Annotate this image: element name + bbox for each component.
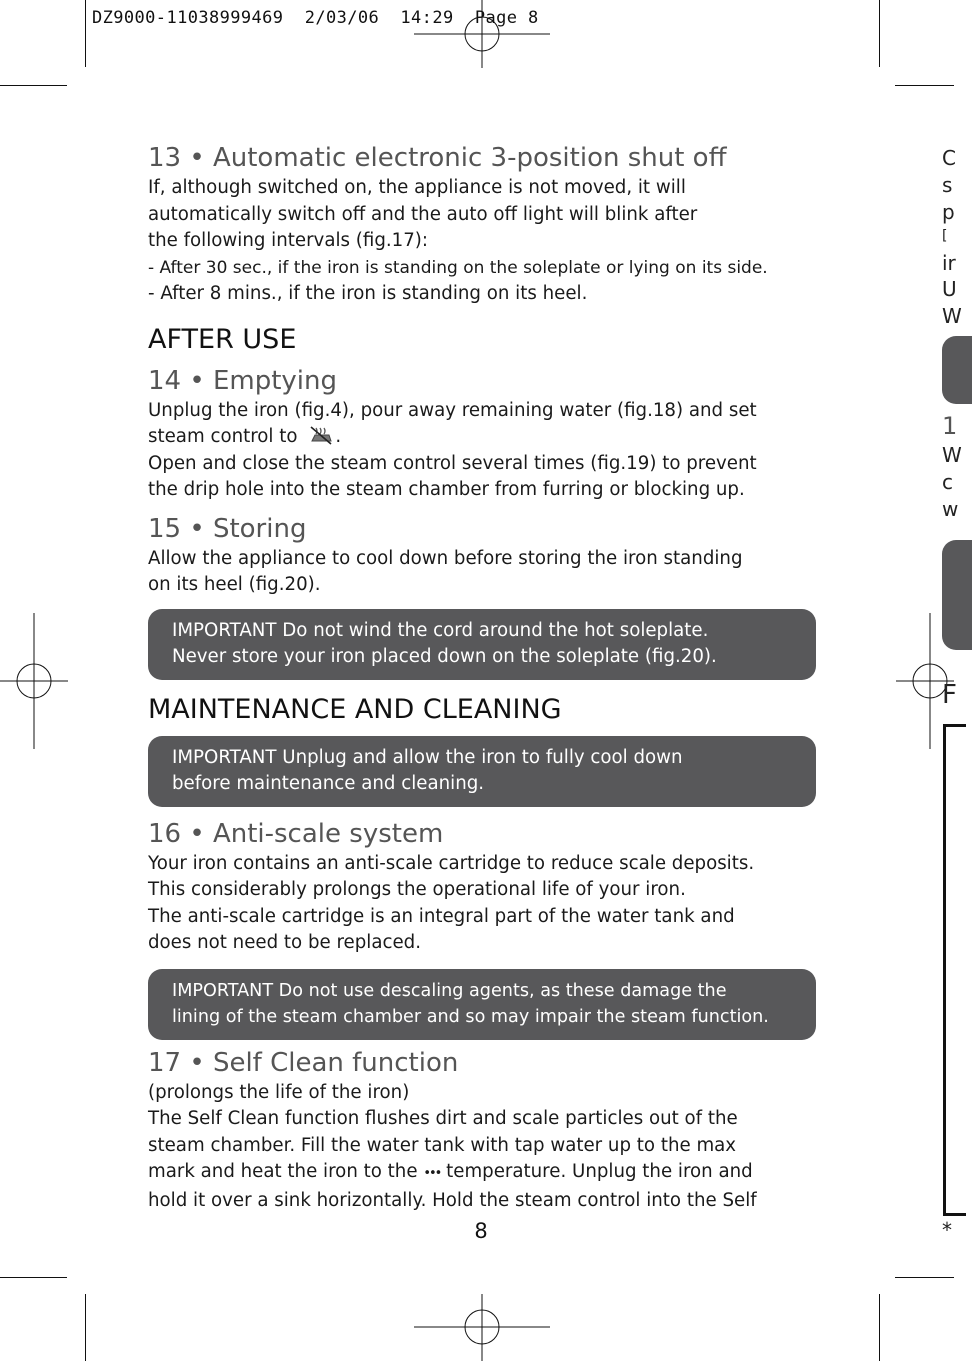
section-17-line: hold it over a sink horizontally. Hold the steam control into the Self	[148, 1189, 757, 1211]
important-line: before maintenance and cleaning.	[172, 773, 485, 794]
section-17-line: steam chamber. Fill the water tank with tap water up to the max	[148, 1134, 737, 1156]
important-note-storing	[148, 609, 816, 680]
section-16-line: The anti-scale cartridge is an integral part of the water tank and	[148, 905, 735, 927]
section-13-title: 13 • Automatic electronic 3-position shut off	[148, 143, 727, 173]
fragment-heading: F	[942, 680, 957, 710]
registration-mark-bottom	[414, 1294, 550, 1361]
after-use-heading: AFTER USE	[148, 323, 297, 355]
section-16-line: Your iron contains an anti-scale cartridge to reduce scale deposits.	[148, 852, 755, 874]
fragment-section-number: 1	[942, 412, 958, 440]
fragment-letter: p	[942, 200, 955, 224]
section-14-line: Unplug the iron (fig.4), pour away remaining water (fig.18) and set	[148, 399, 757, 421]
fragment-asterisk: *	[942, 1218, 952, 1242]
section-14-line: Open and close the steam control several times (fig.19) to prevent	[148, 452, 757, 474]
section-17-line: The Self Clean function flushes dirt and scale particles out of the	[148, 1108, 738, 1129]
section-17-title: 17 • Self Clean function	[148, 1047, 459, 1078]
page-number: 8	[474, 1219, 488, 1243]
registration-mark-left	[0, 613, 68, 749]
section-14-text: .	[335, 426, 342, 447]
maintenance-heading: MAINTENANCE AND CLEANING	[148, 693, 562, 725]
important-line: lining of the steam chamber and so may impair the steam function.	[172, 1007, 769, 1027]
section-16-line: does not need to be replaced.	[148, 932, 421, 953]
section-14-line	[148, 424, 816, 451]
section-17-text: temperature. Unplug the iron and	[446, 1161, 753, 1182]
shutoff-interval-heel: - After 8 mins., if the iron is standing on its heel.	[148, 283, 588, 304]
fragment-letter: U	[942, 277, 957, 301]
section-14-title: 14 • Emptying	[148, 365, 337, 396]
important-line: Never store your iron placed down on the soleplate (fig.20).	[172, 646, 717, 667]
section-16-line: This considerably prolongs the operational life of your iron.	[148, 879, 686, 900]
fragment-letter: C	[942, 146, 956, 170]
no-steam-icon	[307, 425, 335, 445]
manual-page-content	[148, 141, 816, 1214]
section-14-line: the drip hole into the steam chamber from furring or blocking up.	[148, 479, 745, 500]
section-16-title: 16 • Anti-scale system	[148, 818, 444, 849]
section-15-title: 15 • Storing	[148, 513, 307, 544]
fragment-important-box	[942, 336, 972, 404]
section-13-line: If, although switched on, the appliance is not moved, it will	[148, 177, 686, 198]
important-line: IMPORTANT Unplug and allow the iron to fully cool down	[172, 746, 683, 768]
fragment-letter: s	[942, 173, 953, 197]
section-13-line: the following intervals (fig.17):	[148, 230, 429, 251]
fragment-important-box	[942, 540, 972, 650]
fragment-letter: c	[942, 470, 953, 494]
shutoff-interval-soleplate: - After 30 sec., if the iron is standing on the soleplate or lying on its side.	[148, 257, 768, 278]
important-note-descaling	[148, 969, 816, 1040]
registration-mark-top	[414, 0, 550, 68]
fragment-letter: ir	[942, 251, 956, 275]
fragment-letter: [	[942, 228, 948, 244]
fragment-table	[943, 724, 966, 1216]
section-17-line: (prolongs the life of the iron)	[148, 1081, 410, 1103]
section-17-line	[148, 1159, 816, 1188]
important-line: IMPORTANT Do not use descaling agents, as these damage the	[172, 980, 727, 1001]
print-header: DZ9000-11038999469 2/03/06 14:29 Page 8	[92, 8, 539, 28]
section-14-text: steam control to	[148, 426, 298, 447]
section-13-line: automatically switch off and the auto off light will blink after	[148, 203, 698, 225]
fragment-letter: W	[942, 304, 962, 328]
fragment-letter: W	[942, 443, 962, 467]
temperature-dots-icon: •••	[423, 1166, 441, 1181]
section-15-line: on its heel (fig.20).	[148, 574, 321, 595]
important-note-maintenance	[148, 736, 816, 807]
section-15-line: Allow the appliance to cool down before storing the iron standing	[148, 547, 743, 569]
section-17-text: mark and heat the iron to the	[148, 1161, 418, 1182]
fragment-letter: w	[942, 497, 959, 521]
important-line: IMPORTANT Do not wind the cord around the hot soleplate.	[172, 619, 709, 641]
